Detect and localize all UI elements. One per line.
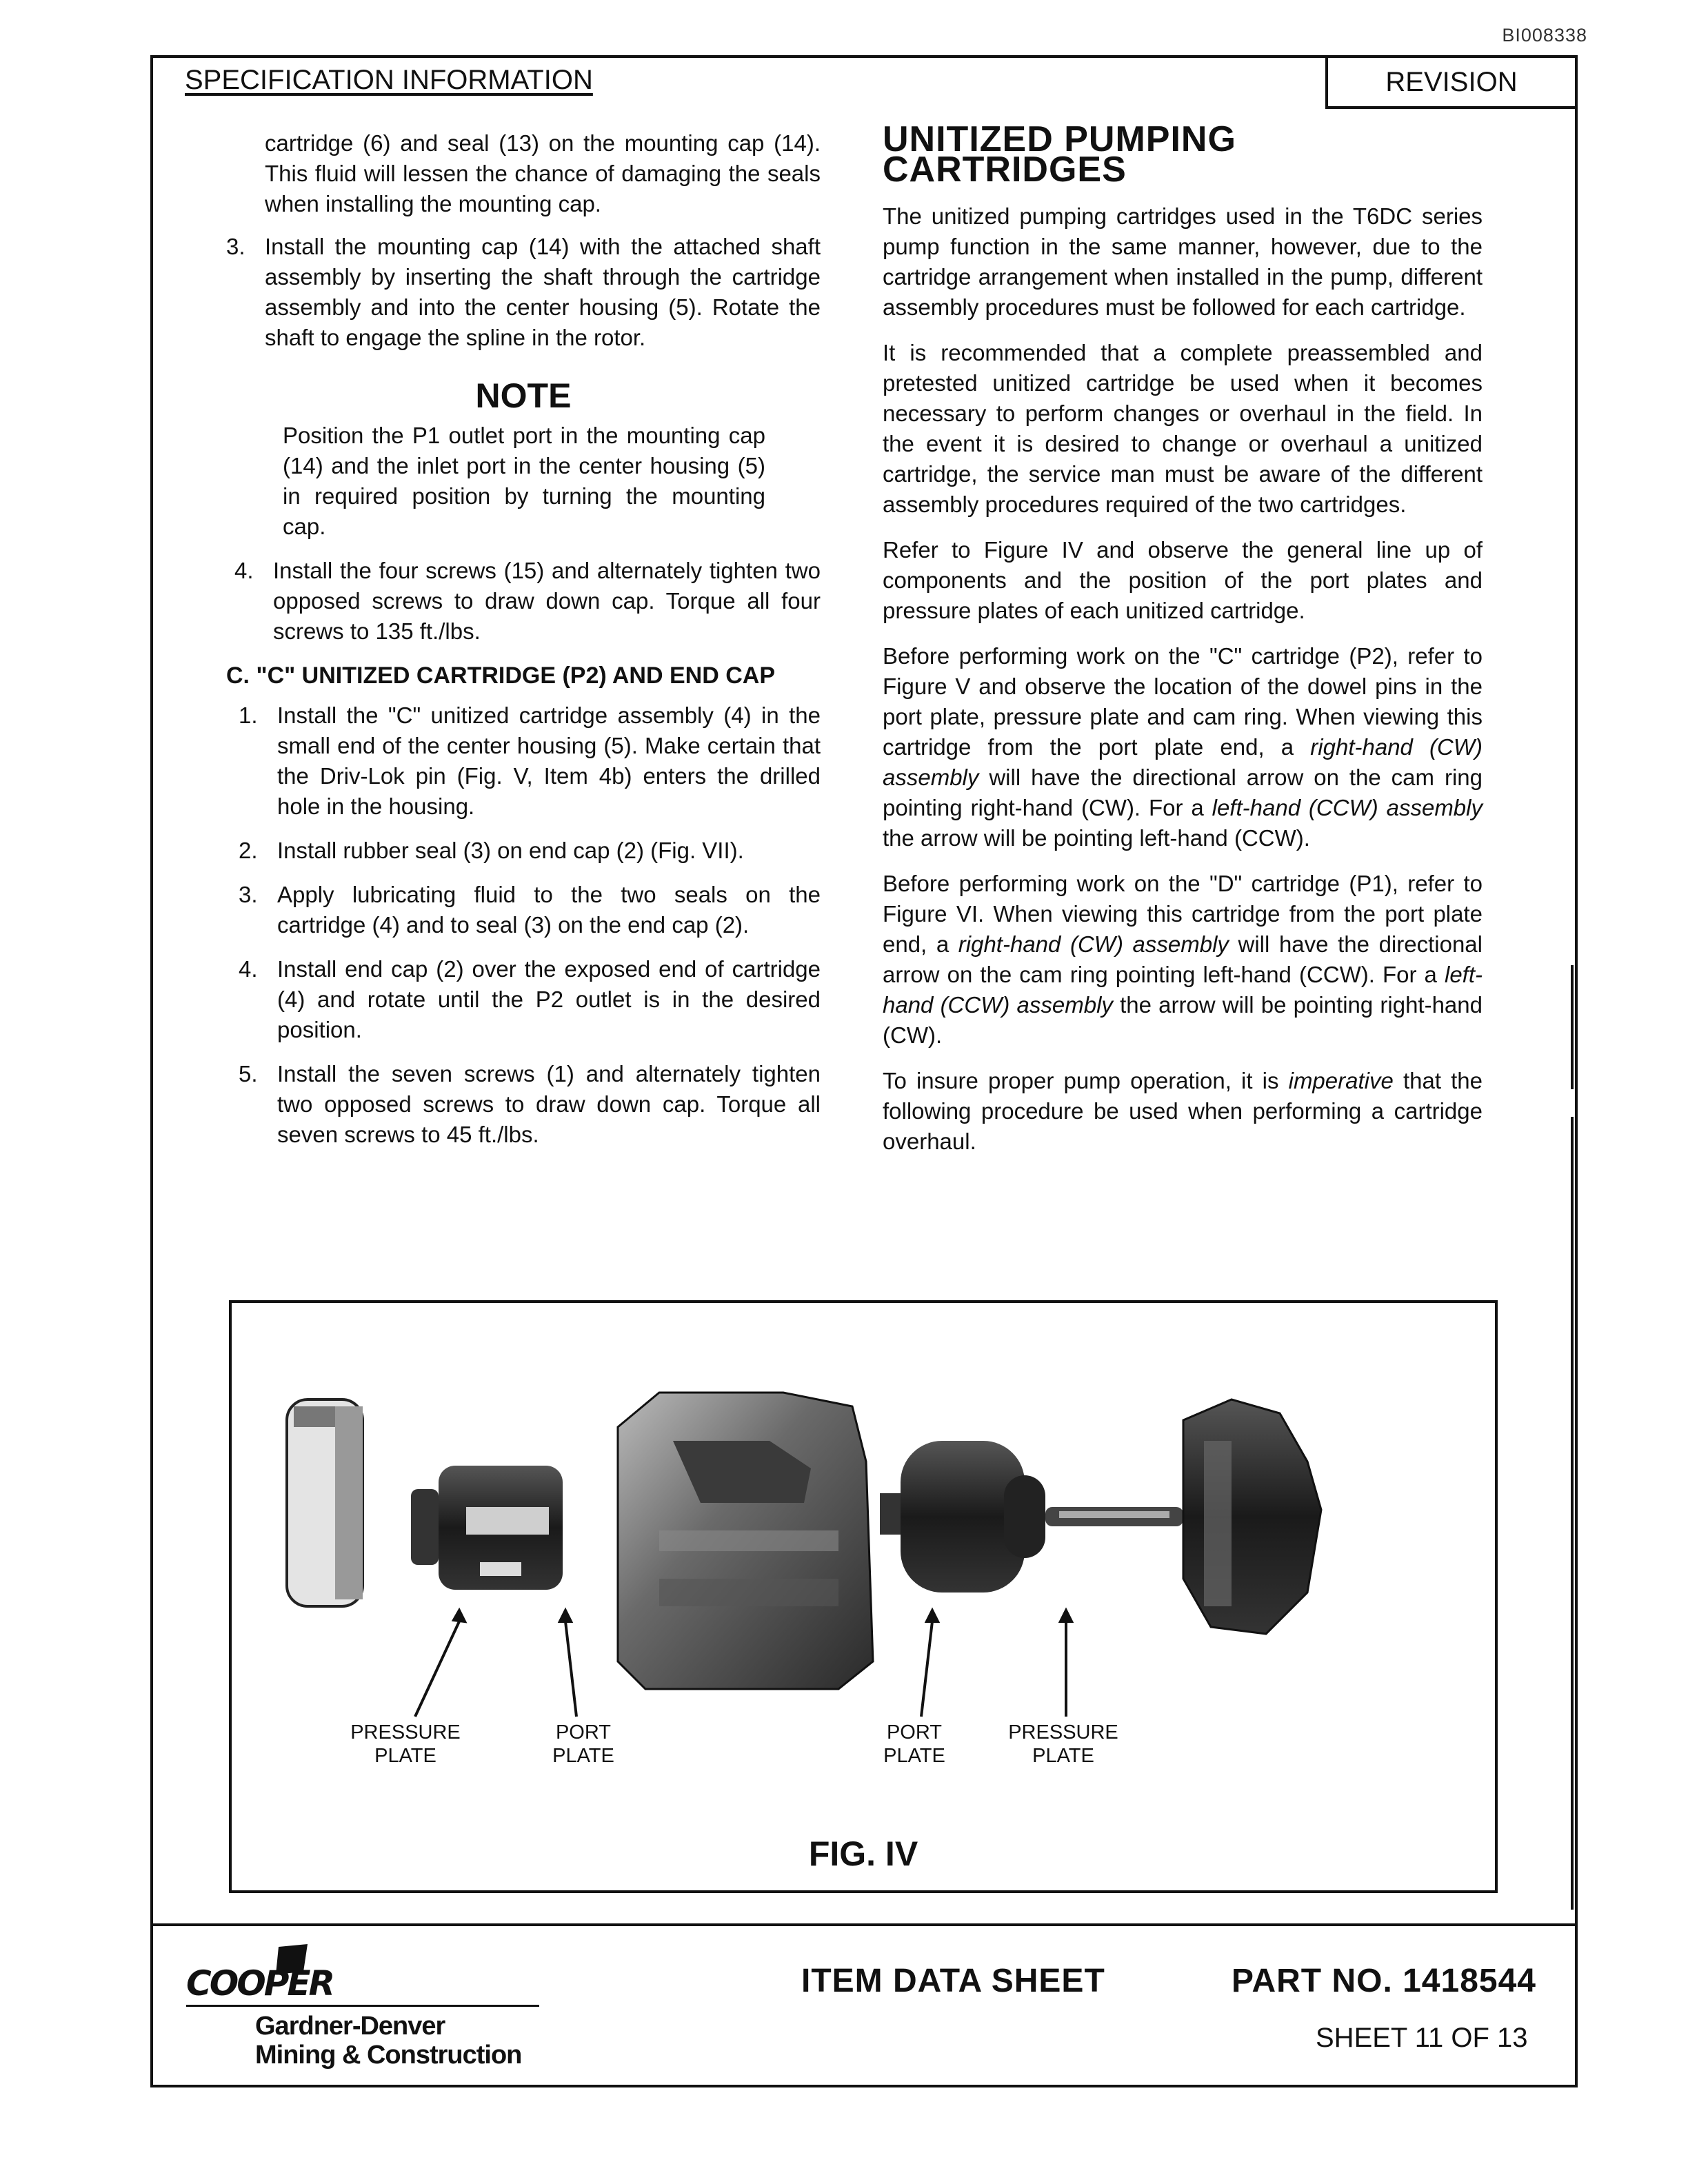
specification-information-heading: SPECIFICATION INFORMATION (185, 65, 593, 95)
pump-exploded-photo (232, 1303, 1495, 1890)
paragraph-2: It is recommended that a complete preassembled and pretested unitized cartridge be used when it becomes necessary to perform changes or overhaul in the field. In the event it is desired to change or overhaul a unitized cartridge, the service man must be aware of the different assembly procedures required of the two cartridges. (883, 340, 1483, 517)
label-pressure-plate-right (994, 1721, 1132, 1768)
footer-rule (150, 1923, 1578, 1926)
step-3 (226, 232, 821, 353)
logo-wordmark: COOPER (186, 1963, 334, 2003)
paragraph-1: The unitized pumping cartridges used in the T6DC series pump function in the same manner, however, due to the cartridge arrangement when installed in the pump, different assembly procedures must be followed for each cartridge. (883, 203, 1483, 320)
end-cap-part (287, 1399, 363, 1606)
text-run: will have the directional arrow on the cam ring pointing right-hand (CW). For a (883, 765, 1483, 820)
emphasis: right-hand (CW) assembly (883, 734, 1483, 790)
paragraph-6 (883, 1066, 1483, 1157)
text-run: To insure proper pump operation, it is (883, 1068, 1289, 1093)
label-port-plate-right (845, 1721, 983, 1768)
section-c-heading: C. "C" UNITIZED CARTRIDGE (P2) AND END CAP (226, 663, 775, 689)
paragraph-3: Refer to Figure IV and observe the general line up of components and the position of the port plates and pressure plates of each unitized cartridge. (883, 537, 1483, 623)
text-run: Before performing work on the "D" cartridge (P1), refer to Figure VI. When viewing this cartridge from the port plate end, a (883, 871, 1483, 957)
brand-name (255, 2012, 521, 2070)
c-step-2 (239, 836, 821, 866)
document-id: BI008338 (1502, 25, 1587, 46)
figure-iv (229, 1300, 1498, 1893)
mounting-cap-shaft-part (1045, 1399, 1321, 1634)
step-text: Install the seven screws (1) and alternately tighten two opposed screws to draw down cap. Torque all seven screws to 45 ft./lbs. (277, 1061, 821, 1147)
step-number: 4. (234, 558, 254, 583)
c-cartridge-part (411, 1466, 563, 1590)
label-line: PLATE (552, 1745, 614, 1767)
text-run: the arrow will be pointing left-hand (CCW). (883, 825, 1310, 851)
emphasis: left-hand (CCW) assembly (883, 962, 1483, 1018)
label-line: PLATE (1032, 1745, 1094, 1767)
c-step-4 (239, 954, 821, 1045)
label-port-plate-left (514, 1721, 652, 1768)
step-number: 4. (239, 956, 258, 982)
right-column (883, 119, 1483, 1172)
text-run: will have the directional arrow on the cam ring pointing left-hand (CCW). For a (883, 931, 1483, 987)
step-number: 2. (239, 838, 258, 863)
step-text: Apply lubricating fluid to the two seals on the cartridge (4) and to seal (3) on the end cap (2). (277, 882, 821, 938)
emphasis: right-hand (CW) assembly (958, 931, 1229, 957)
paragraph-5 (883, 869, 1483, 1051)
label-line: PRESSURE (1008, 1721, 1118, 1743)
label-line: PLATE (374, 1745, 436, 1767)
emphasis: imperative (1288, 1068, 1394, 1093)
text-run: the arrow will be pointing right-hand (CW). (883, 992, 1483, 1048)
step-text: Install the "C" unitized cartridge assembly (4) in the small end of the center housing (5). Make certain that the Driv-Lok pin (Fig. V, Item 4b) enters the drilled hole in the housing. (277, 702, 821, 819)
section-title: UNITIZED PUMPING CARTRIDGES (883, 119, 1236, 190)
margin-mark (1571, 1117, 1574, 1910)
label-line: PRESSURE (350, 1721, 461, 1743)
step-text: Install end cap (2) over the exposed end of cartridge (4) and rotate until the P2 outlet is in the desired position. (277, 956, 821, 1042)
step-4 (234, 556, 821, 647)
margin-mark (1571, 965, 1574, 1089)
d-cartridge-part (880, 1441, 1045, 1593)
c-step-3 (239, 880, 821, 940)
c-step-5 (239, 1059, 821, 1150)
cooper-logo (186, 1944, 334, 2005)
item-data-sheet-title: ITEM DATA SHEET (801, 1963, 1105, 1999)
label-line: PORT (555, 1721, 612, 1743)
step-number: 1. (239, 702, 258, 728)
text-run: that the following procedure be used when performing a cartridge overhaul. (883, 1068, 1483, 1154)
text-run: Before performing work on the "C" cartridge (P2), refer to Figure V and observe the location of the dowel pins in the port plate, pressure plate and cam ring. When viewing this cartridge from the port plate end, a (883, 643, 1483, 760)
label-line: PLATE (883, 1745, 945, 1767)
figure-caption: FIG. IV (808, 1834, 918, 1873)
note-heading: NOTE (475, 376, 572, 415)
emphasis: left-hand (CCW) assembly (1212, 795, 1483, 820)
label-pressure-plate-left (336, 1721, 474, 1768)
label-line: PORT (886, 1721, 943, 1743)
brand-line-1: Gardner-Denver (255, 2012, 445, 2041)
brand-line-2: Mining & Construction (255, 2041, 522, 2070)
c-step-1 (239, 700, 821, 822)
left-column (226, 128, 821, 1164)
revision-box: REVISION (1325, 55, 1578, 109)
logo-rule (186, 2005, 539, 2007)
sheet-number: SHEET 11 OF 13 (1316, 2023, 1528, 2053)
step-text: Install rubber seal (3) on end cap (2) (Fig. VII). (277, 838, 744, 863)
step-number: 5. (239, 1061, 258, 1086)
paragraph-4 (883, 641, 1483, 853)
step-text: Install the mounting cap (14) with the attached shaft assembly by inserting the shaft through the cartridge assembly and into the center housing (5). Rotate the shaft to engage the spline in the rotor. (265, 234, 821, 350)
part-number: PART NO. 1418544 (1232, 1963, 1536, 1999)
note-body: Position the P1 outlet port in the mounting cap (14) and the inlet port in the center housing (5) in required position by turning the mounting cap. (283, 423, 765, 539)
continued-paragraph: cartridge (6) and seal (13) on the mounting cap (14). This fluid will lessen the chance of damaging the seals when installing the mounting cap. (265, 130, 821, 216)
step-number: 3. (239, 882, 258, 907)
center-housing-part (618, 1393, 873, 1689)
step-text: Install the four screws (15) and alternately tighten two opposed screws to draw down cap. Torque all four screws to 135 ft./lbs. (273, 558, 821, 644)
step-number: 3. (226, 234, 245, 259)
